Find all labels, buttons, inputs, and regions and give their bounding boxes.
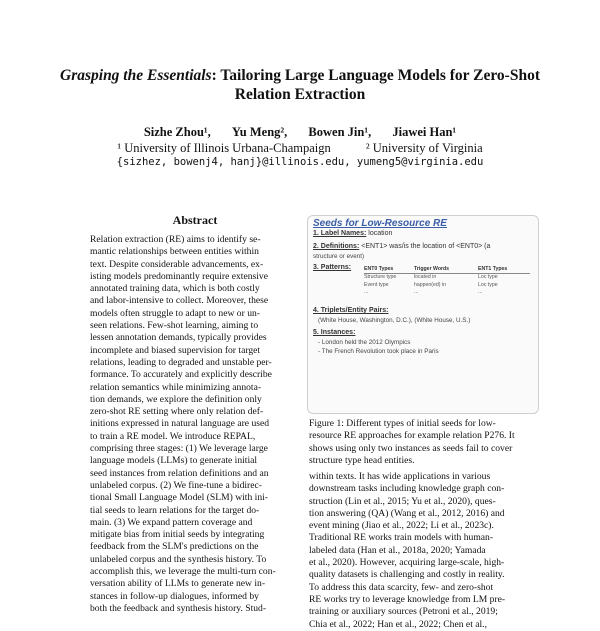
seed-triplets: 4. Triplets/Entity Pairs: [313, 307, 389, 314]
body-line: quality datasets is challenging and costly in reality. [309, 569, 505, 581]
triplets-value: (White House, Washington, D.C.), (White House, U.S.) [318, 317, 471, 324]
abstract-line: language models (LLMs) to generate initial [90, 455, 258, 467]
body-line: labeled data (Han et al., 2018a, 2020; Yamada [309, 544, 486, 556]
seed-patterns: 3. Patterns: [313, 264, 352, 271]
seed-definitions: 2. Definitions: <ENT1> was/is the location of <ENT0> (a [313, 243, 491, 250]
abstract-line: lessen annotation demands, typically provides [90, 332, 267, 344]
table-row: Event type happen(ed) in Loc type [364, 281, 498, 288]
figure-caption [309, 418, 535, 467]
title-rest: : Tailoring Large Language Models for Zero-Shot [211, 67, 540, 84]
abstract-line: both the feedback and synthesis history. Stud- [90, 602, 267, 614]
abstract-line: seed instances from relation definitions and an [90, 467, 269, 479]
body-line: Traditional RE works train models with human- [309, 532, 494, 544]
abstract-line: comprising three stages: (1) We leverage large [90, 443, 268, 455]
seed-instances: 5. Instances: [313, 329, 356, 336]
body-line: To address this data scarcity, few- and zero-shot [309, 581, 494, 593]
abstract-line: models often struggle to adapt to new or un- [90, 307, 260, 319]
body-line: struction (Lin et al., 2015; Yu et al., 2020), ques- [309, 495, 496, 507]
body-line: downstream tasks including knowledge graph con- [309, 483, 505, 495]
table-row: ... ... ... [364, 289, 483, 296]
author: Bowen Jin¹, [308, 125, 372, 139]
abstract-line: Relation extraction (RE) aims to identify se- [90, 234, 261, 245]
abstract-line: versation ability of LLMs to generate new in- [90, 578, 266, 590]
author-emails: {sizhez, bowenj4, hanj}@illinois.edu, yumeng5@virginia.edu [116, 156, 484, 168]
abstract-line: mantic relationships between entities within [90, 246, 259, 258]
abstract-line: accomplish this, we leverage the multi-turn con- [90, 566, 276, 578]
seed-definitions-cont: structure or event) [313, 253, 365, 260]
affiliation: ¹ University of Illinois Urbana-Champaign [117, 141, 331, 155]
abstract-line: relation semantics while minimizing annota- [90, 381, 262, 393]
caption-line: resource RE approaches for example relation P276. It [309, 430, 515, 442]
abstract-line: tional Small Language Model (SLM) with ini- [90, 492, 268, 504]
title-italic: Grasping the Essentials [60, 67, 212, 84]
abstract-line: isting models predominantly require extensive [90, 270, 268, 282]
body-line: tion answering (QA) (Wang et al., 2012, 2016) and [309, 507, 505, 519]
table-row: Structure type located in Loc type [364, 274, 498, 281]
body-line: training or auxiliary sources (Petroni et al., 2019; [309, 606, 498, 618]
abstract-line: unlabeled corpus and the synthesis history. To [90, 553, 267, 565]
body-line: Chia et al., 2022; Han et al., 2022; Chen et al., [309, 618, 487, 630]
title-line2: Relation Extraction [234, 86, 366, 103]
figure-1 [307, 215, 539, 414]
body-text [309, 471, 535, 630]
abstract-line: annotated training data, which is both costly [90, 283, 260, 295]
author: Sizhe Zhou¹, [143, 125, 211, 139]
body-line: et al., 2020). However, acquiring large-scale, high- [309, 557, 505, 569]
caption-line: structure type head entities. [309, 454, 415, 466]
abstract-line: mitigate bias from initial seeds by integrating [90, 529, 265, 541]
abstract-line: main. (3) We expand pattern coverage and [90, 516, 253, 528]
abstract-line: seen relations. Few-shot learning, aiming to [90, 320, 259, 332]
author: Yu Meng², [231, 125, 288, 139]
abstract-line: formance. To accurately and explicitly describe [90, 369, 272, 381]
abstract-line: feedback from the SLM's predictions on the [90, 541, 259, 553]
body-line: event mining (Jiao et al., 2022; Li et al., 2023c). [309, 520, 494, 532]
affiliation: ² University of Virginia [365, 141, 483, 155]
figure-title: Seeds for Low-Resource RE [313, 218, 447, 229]
abstract-line: and labor-intensive to collect. Moreover, these [90, 295, 269, 307]
abstract-line: tial seeds to learn relations for the target do- [90, 504, 260, 516]
abstract-line: initions expressed in natural language are used [90, 418, 270, 430]
abstract-heading: Abstract [172, 213, 218, 227]
caption-line: shows using only two instances as seeds fail to cover [309, 442, 513, 454]
instance-item: - The French Revolution took place in Paris [318, 348, 439, 355]
author-list [0, 125, 600, 140]
body-line: RE works try to leverage knowledge from LM pre- [309, 593, 506, 605]
abstract-line: to train a RE model. We introduce REPAL, [90, 430, 256, 442]
paper-title [40, 66, 560, 104]
abstract-line: zero-shot RE setting where only relation def- [90, 406, 264, 418]
abstract-line: tion demands, we explore the definition only [90, 393, 262, 405]
instance-item: - London held the 2012 Olympics [318, 339, 411, 346]
affiliations [0, 141, 600, 156]
abstract-line: text. Despite considerable advancements, ex- [90, 258, 264, 270]
author: Jiawei Han¹ [392, 125, 457, 139]
abstract-line: unlabeled corpus. (2) We fine-tune a bidirec- [90, 479, 262, 491]
body-line: within texts. It has wide applications in various [309, 471, 491, 482]
abstract-line: stances in follow-up dialogues, informed by [90, 590, 259, 602]
table-header: ENT0 Types Trigger Words ENT1 Types [364, 265, 530, 274]
seed-label-names: 1. Label Names: location [313, 230, 393, 237]
abstract-line: relations, leading to degraded and unstable per- [90, 356, 272, 368]
caption-line: Figure 1: Different types of initial seeds for low- [309, 418, 496, 429]
abstract-line: incomplete and biased supervision for target [90, 344, 261, 356]
patterns-table [364, 265, 530, 296]
abstract-text [90, 234, 283, 614]
